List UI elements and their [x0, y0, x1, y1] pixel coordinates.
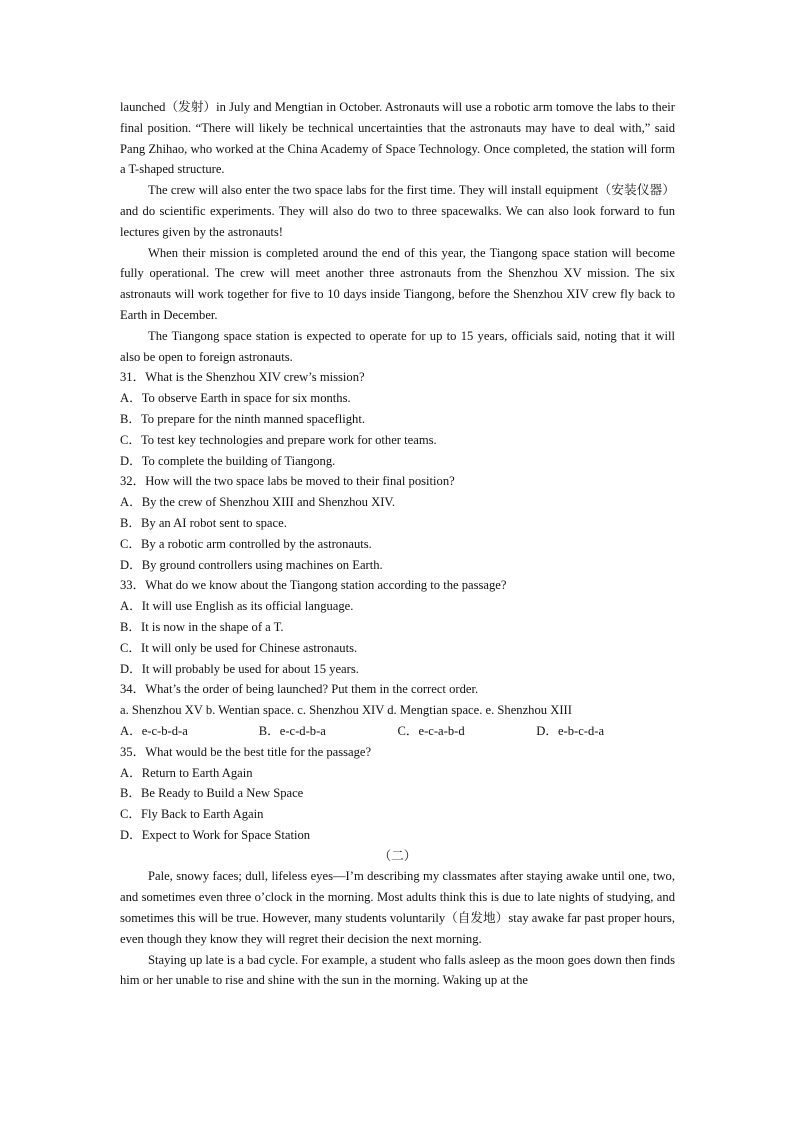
option-b: B．It is now in the shape of a T.	[120, 619, 284, 634]
question-stem: 35．What would be the best title for the passage?	[120, 744, 372, 759]
passage-paragraph: Pale, snowy faces; dull, lifeless eyes—I’m describing my classmates after staying awake until one, two, and sometimes even three o’clock in the morning. Most adults think this is due to late nights of studying, and sometimes this will be true. However, many students voluntarily（自发地）stay awake far past proper hours, even though they know they will regret their decision the next morning.	[120, 869, 675, 946]
question-stem: 33．What do we know about the Tiangong station according to the passage?	[120, 578, 507, 593]
option-c: C．Fly Back to Earth Again	[120, 807, 264, 822]
option-a: A．e-c-b-d-a	[120, 723, 188, 738]
option-b: B．Be Ready to Build a New Space	[120, 786, 304, 801]
option-d: D．Expect to Work for Space Station	[120, 827, 311, 842]
option-d: D．By ground controllers using machines on Earth.	[120, 557, 383, 572]
option-b: B．By an AI robot sent to space.	[120, 515, 287, 530]
passage-paragraph: When their mission is completed around the end of this year, the Tiangong space station will become fully operational. The crew will meet another three astronauts from the Shenzhou XV mission. The six astronauts will work together for five to 10 days inside Tiangong, before the Shenzhou XIV crew fly back to Earth in December.	[120, 245, 675, 322]
option-b: B．e-c-d-b-a	[258, 723, 326, 738]
question-stem: 32．How will the two space labs be moved to their final position?	[120, 474, 455, 489]
question-33	[120, 575, 675, 679]
option-a: A．By the crew of Shenzhou XIII and Shenzhou XIV.	[120, 495, 396, 510]
option-b: B．To prepare for the ninth manned spaceflight.	[120, 411, 365, 426]
passage-paragraph: The Tiangong space station is expected to operate for up to 15 years, officials said, noting that it will also be open to foreign astronauts.	[120, 328, 675, 364]
choice-row	[120, 721, 675, 742]
option-c: C．e-c-a-b-d	[397, 723, 465, 738]
passage-paragraph: Staying up late is a bad cycle. For example, a student who falls asleep as the moon goes down then finds him or her unable to rise and shine with the sun in the morning. Waking up at the	[120, 952, 675, 988]
passage-paragraph: launched（发射）in July and Mengtian in October. Astronauts will use a robotic arm tomove the labs to their final position. “There will likely be technical uncertainties that the astronauts may have to deal with,” said Pang Zhihao, who worked at the China Academy of Space Technology. Once completed, the station will form a T-shaped structure.	[120, 100, 675, 177]
option-c: C．It will only be used for Chinese astronauts.	[120, 640, 358, 655]
section-title: （二）	[378, 848, 417, 863]
option-a: A．Return to Earth Again	[120, 765, 253, 780]
option-d: D．To complete the building of Tiangong.	[120, 453, 336, 468]
question-stem: 31．What is the Shenzhou XIV crew’s mission?	[120, 370, 365, 385]
option-a: A．To observe Earth in space for six months.	[120, 391, 351, 406]
question-32	[120, 471, 675, 575]
passage-paragraph: The crew will also enter the two space labs for the first time. They will install equipment（安装仪器） and do scientific experiments. They will also do two to three spacewalks. We can also look forward to fun lectures given by the astronauts!	[120, 183, 675, 239]
question-34	[120, 679, 675, 741]
order-items: a. Shenzhou XV b. Wentian space. c. Shenzhou XIV d. Mengtian space. e. Shenzhou XIII	[120, 703, 572, 718]
question-stem: 34．What’s the order of being launched? Put them in the correct order.	[120, 682, 479, 697]
document-page	[120, 97, 675, 991]
option-c: C．By a robotic arm controlled by the astronauts.	[120, 536, 372, 551]
option-c: C．To test key technologies and prepare work for other teams.	[120, 432, 437, 447]
question-31	[120, 367, 675, 471]
option-a: A．It will use English as its official language.	[120, 599, 354, 614]
option-d: D．e-b-c-d-a	[536, 723, 605, 738]
option-d: D．It will probably be used for about 15 years.	[120, 661, 359, 676]
question-35	[120, 742, 675, 846]
